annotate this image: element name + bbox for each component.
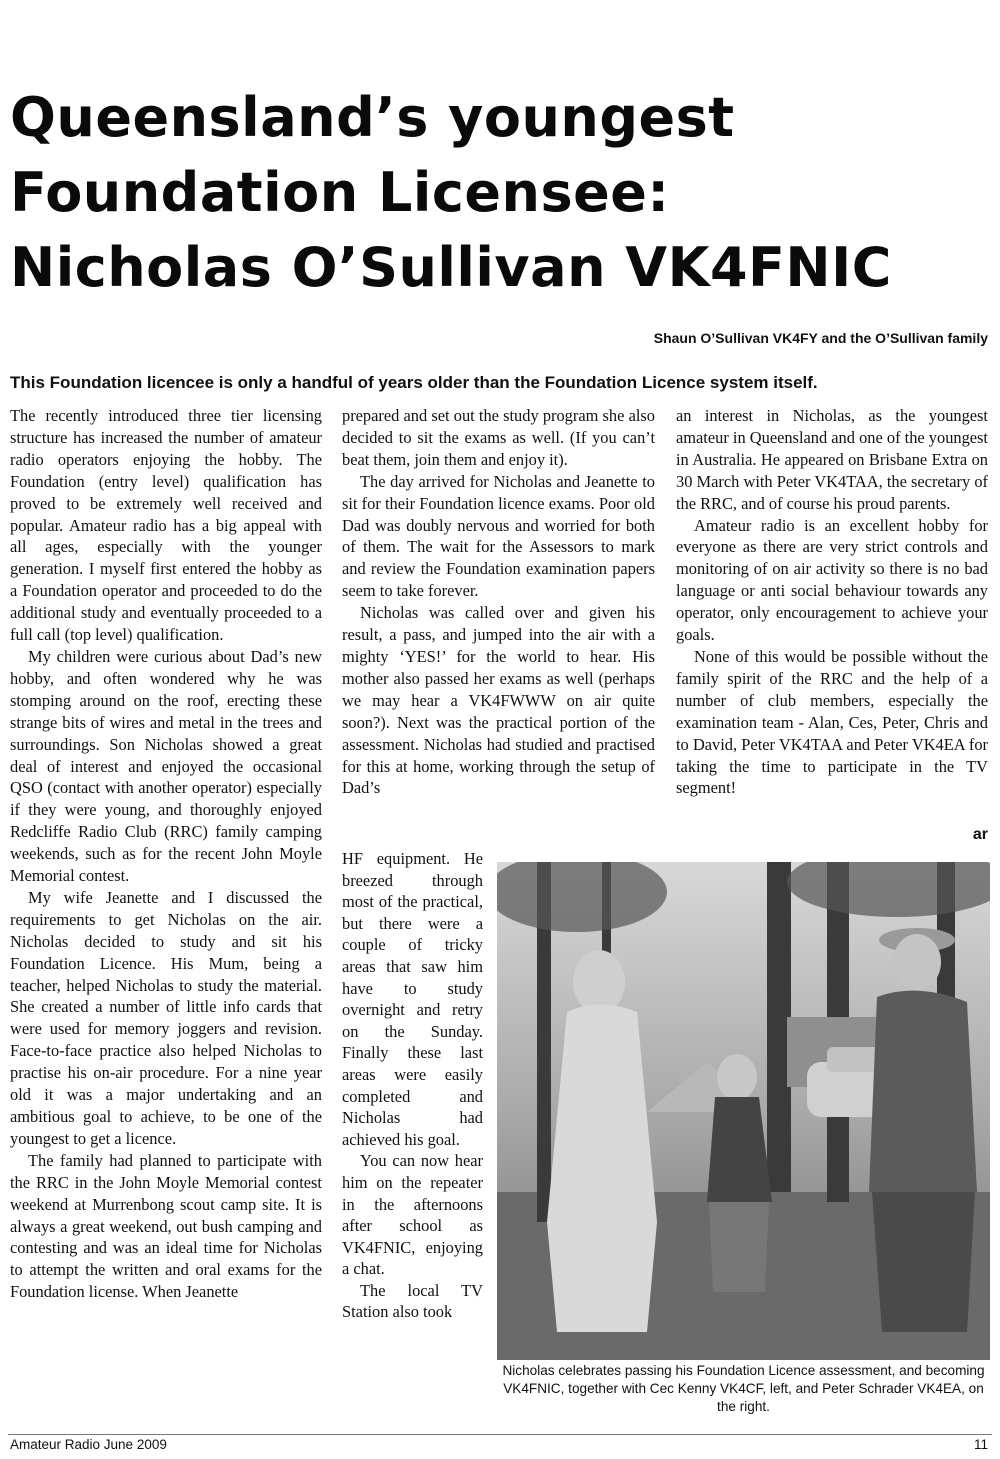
- end-mark: ar: [972, 826, 988, 843]
- footer-divider: [8, 1434, 992, 1435]
- footer-publication: Amateur Radio June 2009: [10, 1437, 167, 1452]
- paragraph: an interest in Nicholas, as the youngest amateur in Queensland and one of the youngest in Australia. He appeared on Brisbane Extra on 30 March with Peter VK4TAA, the secretary of the RRC, and of course his proud parents.: [676, 406, 988, 513]
- standfirst: This Foundation licencee is only a handful of years older than the Foundation Licence system itself.: [10, 373, 818, 392]
- title-line-2: Foundation Licensee:: [10, 161, 670, 224]
- paragraph: None of this would be possible without the family spirit of the RRC and the help of a number of club members, especially the examination team - Alan, Ces, Peter, Chris and to David, Peter VK4TAA and Peter VK4EA for taking the time to participate in the TV segment!: [676, 646, 988, 798]
- paragraph: The family had planned to participate with the RRC in the John Moyle Memorial contest weekend at Murrenbong scout camp site. It is always a great weekend, out bush camping and contesting and was an ideal time for Nicholas to attempt the written and oral exams for the Foundation license. When Jeanette: [10, 1150, 322, 1302]
- paragraph: The local TV Station also took: [342, 1280, 483, 1322]
- photo-caption: Nicholas celebrates passing his Foundation Licence assessment, and becoming VK4FNIC, together with Cec Kenny VK4CF, left, and Peter Schrader VK4EA, on the right.: [502, 1363, 985, 1414]
- paragraph: prepared and set out the study program she also decided to sit the exams as well. (If you can’t beat them, join them and enjoy it).: [342, 406, 655, 469]
- article-title: [10, 80, 990, 305]
- page-number: 11: [973, 1437, 988, 1452]
- column-3: [676, 405, 988, 799]
- title-line-3: Nicholas O’Sullivan VK4FNIC: [10, 236, 892, 299]
- title-line-1: Queensland’s youngest: [10, 86, 735, 149]
- paragraph: Nicholas was called over and given his result, a pass, and jumped into the air with a mighty ‘YES!’ for the world to hear. His mother also passed her exams as well (perhaps we may hear a VK4FWWW on air quite soon?). Next was the practical portion of the assessment. Nicholas had studied and practised for this at home, working through the setup of Dad’s: [342, 603, 655, 798]
- paragraph: HF equipment. He breezed through most of the practical, but there were a couple of tricky areas that saw him have to study overnight and retry on the Sunday. Finally these last areas were easily completed and Nicholas had achieved his goal.: [342, 849, 483, 1149]
- column-2-narrow: [342, 848, 483, 1323]
- paragraph: My wife Jeanette and I discussed the requirements to get Nicholas on the air. Nicholas decided to study and sit his Foundation Licence. His Mum, being a teacher, helped Nicholas to study the material. She created a number of little info cards that were used for memory joggers and revision. Face-to-face practice also helped Nicholas to practise his on-air procedure. For a nine year old it was a major undertaking and an ambitious goal to achieve, to be one of the youngest to get a licence.: [10, 887, 322, 1148]
- paragraph: The recently introduced three tier licensing structure has increased the number of amateur radio operators enjoying the hobby. The Foundation (entry level) qualification has proved to be extremely well received and popular. Amateur radio has a big appeal with all ages, especially with the younger generation. I myself first entered the hobby as a Foundation operator and proceeded to do the additional study and eventually proceeded to a full call (top level) qualification.: [10, 406, 322, 645]
- paragraph: Amateur radio is an excellent hobby for everyone as there are very strict controls and monitoring of on air activity so there is no bad language or anti social behaviour towards any operator, only encouragement to achieve your goals.: [676, 515, 988, 645]
- column-2: [342, 405, 655, 799]
- paragraph: My children were curious about Dad’s new hobby, and often wondered why he was stomping around on the roof, erecting these strange bits of wires and metal in the trees and surroundings. Son Nicholas showed a great deal of interest and enjoyed the occasional QSO (contact with another operator) especially if they were young, and thoroughly enjoyed Redcliffe Radio Club (RRC) family camping weekends, such as for the recent John Moyle Memorial contest.: [10, 646, 322, 886]
- paragraph: The day arrived for Nicholas and Jeanette to sit for their Foundation licence exams. Poor old Dad was doubly nervous and worried for both of them. The wait for the Assessors to mark and review the Foundation examination papers seem to take forever.: [342, 471, 655, 601]
- column-1: [10, 405, 322, 1303]
- photo: [497, 862, 990, 1360]
- paragraph: You can now hear him on the repeater in the afternoons after school as VK4FNIC, enjoying a chat.: [342, 1151, 483, 1279]
- byline: Shaun O’Sullivan VK4FY and the O’Sullivan family: [653, 330, 988, 346]
